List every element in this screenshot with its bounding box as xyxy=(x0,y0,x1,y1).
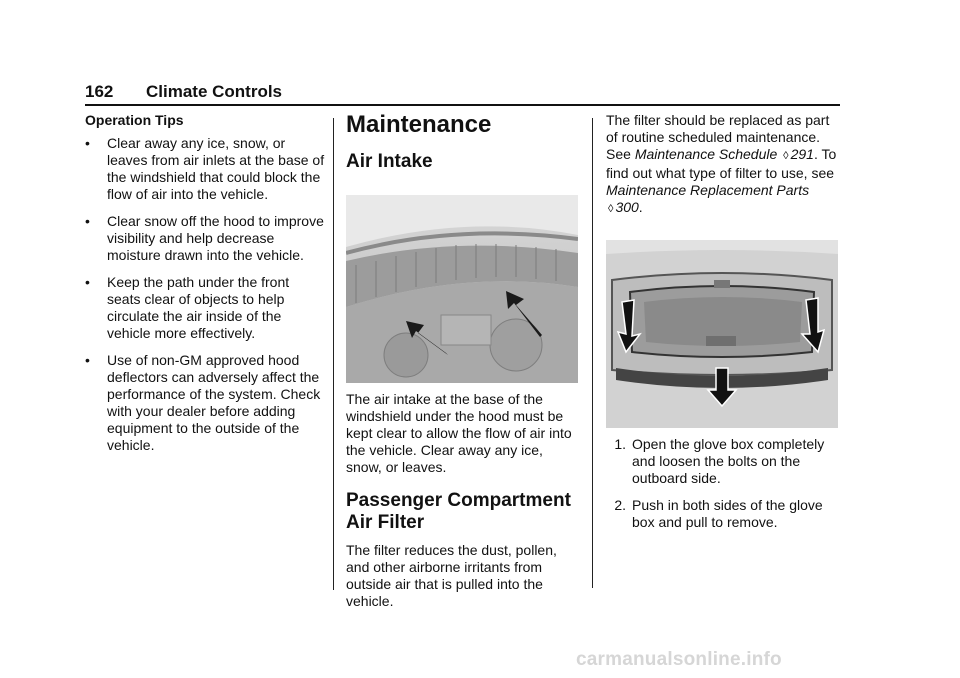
watermark: carmanualsonline.info xyxy=(576,649,782,670)
step-number: 2. xyxy=(614,497,626,513)
passenger-filter-heading-line2: Air Filter xyxy=(346,512,425,533)
list-item-text: Clear snow off the hood to improve visibility and help decrease moisture drawn into the vehicle. xyxy=(107,213,324,263)
list-item xyxy=(85,352,325,454)
bullet-marker: • xyxy=(85,213,90,229)
air-intake-text: The air intake at the base of the windshield under the hood must be kept clear to allow the flow of air into the vehicle. Clear away any ice, snow, or leaves. xyxy=(346,391,572,475)
column-maintenance xyxy=(346,112,582,620)
list-item xyxy=(606,436,842,487)
list-item-text: Clear away any ice, snow, or leaves from air inlets at the base of the windshield that could block the flow of air into the vehicle. xyxy=(107,135,325,202)
step-number: 1. xyxy=(614,436,626,452)
passenger-filter-heading xyxy=(346,490,582,534)
filter-description: The filter reduces the dust, pollen, and other airborne irritants from outside air that is pulled into the vehicle. xyxy=(346,542,557,609)
list-item xyxy=(85,135,325,203)
passenger-filter-heading-line1: Passenger Compartment xyxy=(346,490,571,511)
intro-text-1: The filter should be replaced as part of routine scheduled maintenance. See xyxy=(606,112,830,162)
air-intake-illustration xyxy=(346,195,578,383)
column-divider-2 xyxy=(592,118,593,588)
maintenance-schedule-page[interactable]: 291 xyxy=(790,146,814,162)
replacement-parts-ref[interactable]: Maintenance Replacement Parts xyxy=(606,182,810,198)
step-text: Push in both sides of the glove box and pull to remove. xyxy=(632,497,823,530)
maintenance-title: Maintenance xyxy=(346,111,492,138)
bullet-marker: • xyxy=(85,352,90,368)
operation-tips-heading: Operation Tips xyxy=(85,112,184,128)
list-item-text: Use of non-GM approved hood deflectors can adversely affect the performance of the system. Check with your dealer before adding equipment to the outside of the vehicle. xyxy=(107,352,321,453)
list-item-text: Keep the path under the front seats clear of objects to help circulate the air inside of the vehicle more effectively. xyxy=(107,274,290,341)
step-text: Open the glove box completely and loosen the bolts on the outboard side. xyxy=(632,436,825,486)
air-intake-heading: Air Intake xyxy=(346,151,433,172)
page-header xyxy=(85,82,840,104)
bullet-marker: • xyxy=(85,135,90,151)
filter-intro-paragraph xyxy=(606,112,842,218)
column-filter-replacement xyxy=(606,112,842,541)
intro-end: . xyxy=(638,199,643,215)
column-divider-1 xyxy=(333,118,334,590)
section-title: Climate Controls xyxy=(146,82,283,101)
removal-steps xyxy=(606,436,842,531)
bullet-marker: • xyxy=(85,274,90,290)
intro-text-2: . To find out what type of filter to use, see xyxy=(606,146,837,181)
list-item xyxy=(606,497,842,531)
page-ref-icon: ◊ xyxy=(783,150,789,162)
list-item xyxy=(85,274,325,342)
maintenance-schedule-ref[interactable]: Maintenance Schedule xyxy=(634,146,778,162)
glove-box-illustration xyxy=(606,240,838,428)
list-item xyxy=(85,213,325,264)
header-rule xyxy=(85,104,840,106)
page-number: 162 xyxy=(85,82,114,101)
page-ref-icon: ◊ xyxy=(608,203,614,215)
column-operation-tips xyxy=(85,112,325,464)
replacement-parts-page[interactable]: 300 xyxy=(615,199,639,215)
